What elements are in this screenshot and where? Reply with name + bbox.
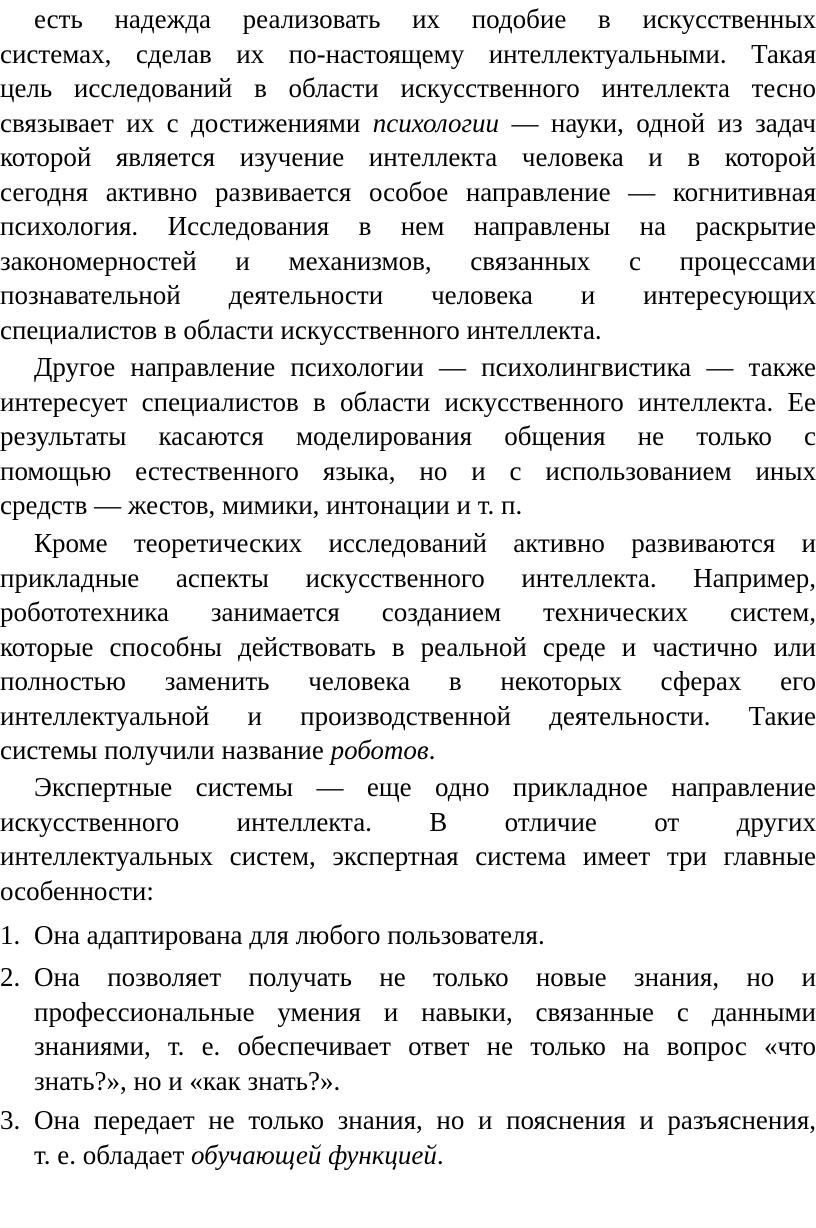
list-number: 3.: [0, 1105, 21, 1135]
text-line: знать?», но и «как знать?».: [34, 1065, 341, 1096]
text-line: специалистов в области искусственного интеллекта.: [0, 314, 602, 345]
text-line: интересует специалистов в области искусственного интеллекта. Ее: [0, 386, 816, 417]
paragraph-1: [0, 2, 816, 347]
text-line: особенности:: [0, 875, 154, 906]
list-body: [34, 918, 816, 953]
text-line: прикладные аспекты искусственного интеллекта. Например,: [0, 562, 816, 593]
text-line: психология. Исследования в нем направлены на раскрытие: [0, 211, 816, 241]
text-line: которые способны действовать в реальной среде и частично или: [0, 631, 816, 662]
list-item-3: [0, 1103, 816, 1172]
text-fragment: системы получили название: [0, 735, 331, 765]
text-line: есть надежда реализовать их подобие в искусственных: [34, 4, 816, 34]
text-line: Она позволяет получать не только новые знания, но и: [34, 962, 816, 992]
text-fragment: .: [428, 735, 436, 765]
text-line: знаниями, т. е. обеспечивает ответ не только на вопрос «что: [34, 1031, 816, 1061]
text-line: искусственного интеллекта. В отличие от других: [0, 806, 816, 837]
text-line: системах, сделав их по-настоящему интеллектуальными. Такая: [0, 38, 816, 69]
list-body: [34, 960, 816, 1098]
text-line: интеллектуальных систем, экспертная система имеет три главные: [0, 841, 816, 871]
text-fragment: связывает их с достижениями: [0, 107, 373, 138]
text-line: интеллектуальной и производственной деятельности. Такие: [0, 700, 816, 731]
text-line: [0, 106, 816, 141]
paragraph-2: [0, 350, 816, 523]
paragraph-4: [0, 770, 816, 908]
list-item-1: [0, 918, 816, 953]
text-fragment: т. е. обладает: [34, 1139, 192, 1170]
text-line: [34, 1138, 816, 1173]
italic-term-teaching-function: обучающей функцией: [191, 1139, 437, 1170]
text-line: [0, 733, 816, 768]
text-line: которой является изучение интеллекта человека и в которой: [0, 142, 816, 172]
italic-term-psychology: психологии: [372, 107, 500, 138]
text-line: средств — жестов, мимики, интонации и т. п.: [0, 490, 523, 520]
text-line: Экспертные системы — еще одно прикладное направление: [34, 772, 816, 802]
text-line: цель исследований в области искусственного интеллекта тесно: [0, 73, 816, 103]
paragraph-3: [0, 526, 816, 768]
text-line: закономерностей и механизмов, связанных с процессами: [0, 245, 816, 276]
text-line: робототехника занимается созданием технических систем,: [0, 597, 816, 627]
list-number: 2.: [0, 962, 21, 992]
list-body: [34, 1103, 816, 1172]
text-line: Другое направление психологии — психолингвистика — также: [34, 352, 816, 382]
text-line: познавательной деятельности человека и интересующих: [0, 280, 816, 310]
text-line: помощью естественного языка, но и с использованием иных: [0, 455, 816, 486]
text-line: Она адаптирована для любого пользователя.: [34, 920, 545, 950]
text-line: полностью заменить человека в некоторых сферах его: [0, 666, 816, 696]
text-line: сегодня активно развивается особое направление — когнитивная: [0, 176, 816, 207]
text-line: Она передает не только знания, но и пояснения и разъяснения,: [34, 1105, 816, 1135]
text-line: профессиональные умения и навыки, связанные с данными: [34, 996, 816, 1027]
text-line: результаты касаются моделирования общения не только с: [0, 421, 816, 451]
list-item-2: [0, 960, 816, 1098]
text-fragment: .: [436, 1139, 444, 1170]
text-line: Кроме теоретических исследований активно развиваются и: [34, 528, 816, 558]
text-fragment: — науки, одной из задач: [499, 107, 816, 138]
list-number: 1.: [0, 920, 21, 950]
italic-term-robots: роботов: [330, 735, 429, 765]
